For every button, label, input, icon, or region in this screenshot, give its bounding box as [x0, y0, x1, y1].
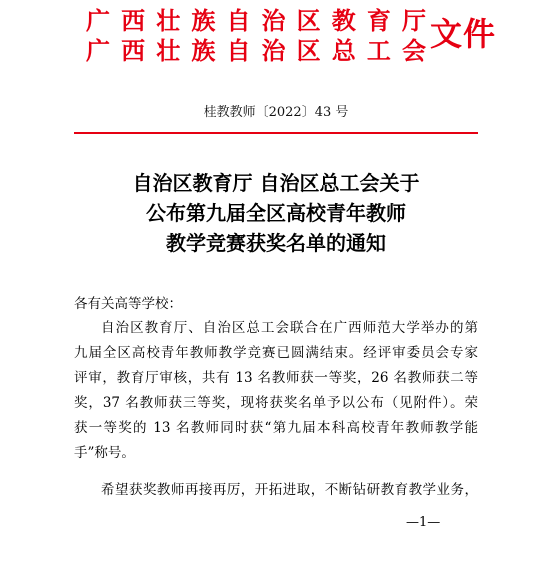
issuer-char: 壮 [156, 6, 181, 35]
issuer-char: 自 [226, 6, 251, 35]
document-title [0, 168, 552, 258]
red-separator-line [74, 132, 478, 134]
issuer-char: 教 [331, 6, 356, 35]
paragraph-line: 获一等奖的 13 名教师同时获“第九届本科高校青年教师教学能 [74, 420, 478, 436]
issuer-char: 广 [86, 36, 110, 65]
title-line: 教学竞赛获奖名单的通知 [166, 231, 386, 255]
paragraph-line: 九届全区高校青年教师教学竞赛已圆满结束。经评审委员会专家 [74, 345, 478, 361]
paragraph-line: 希望获奖教师再接再厉，开拓进取，不断钻研教育教学业务， [101, 482, 478, 498]
paragraph-line: 评审，教育厅审核，共有 13 名教师获一等奖，26 名教师获二等 [74, 370, 478, 386]
issuer-char: 会 [401, 36, 426, 65]
paragraph-line: 手”称号。 [74, 445, 135, 461]
issuer-char: 工 [366, 36, 391, 65]
issuer-char: 西 [121, 6, 146, 35]
issuer-char: 族 [191, 6, 216, 35]
issuer-char: 区 [296, 6, 321, 35]
paragraph-line: 奖，37 名教师获三等奖，现将获奖名单予以公布（见附件）。荣 [74, 395, 478, 411]
issuer-char: 壮 [156, 36, 181, 65]
document-type-label: 文件 [430, 15, 497, 53]
body-paragraph-1 [74, 316, 478, 466]
issuer-line-education-department [86, 6, 426, 36]
title-line: 公布第九届全区高校青年教师 [146, 201, 406, 225]
issuer-char: 总 [331, 36, 356, 65]
issuer-char: 自 [226, 36, 251, 65]
title-line: 自治区教育厅 自治区总工会关于 [132, 171, 420, 195]
page-number: —1— [406, 515, 441, 530]
issuer-char: 区 [296, 36, 321, 65]
issuer-char: 厅 [401, 6, 426, 35]
body-paragraph-2 [74, 478, 478, 503]
issuer-char: 治 [261, 36, 286, 65]
document-number: 桂教教师〔2022〕43 号 [203, 105, 349, 120]
issuer-line-trade-union [86, 36, 426, 66]
issuer-char: 西 [121, 36, 146, 65]
salutation: 各有关高等学校： [74, 296, 182, 312]
issuer-char: 育 [366, 6, 391, 35]
issuer-block [86, 6, 426, 66]
paragraph-line: 自治区教育厅、自治区总工会联合在广西师范大学举办的第 [101, 320, 478, 336]
issuer-char: 广 [86, 6, 110, 35]
issuer-char: 治 [261, 6, 286, 35]
issuer-char: 族 [191, 36, 216, 65]
